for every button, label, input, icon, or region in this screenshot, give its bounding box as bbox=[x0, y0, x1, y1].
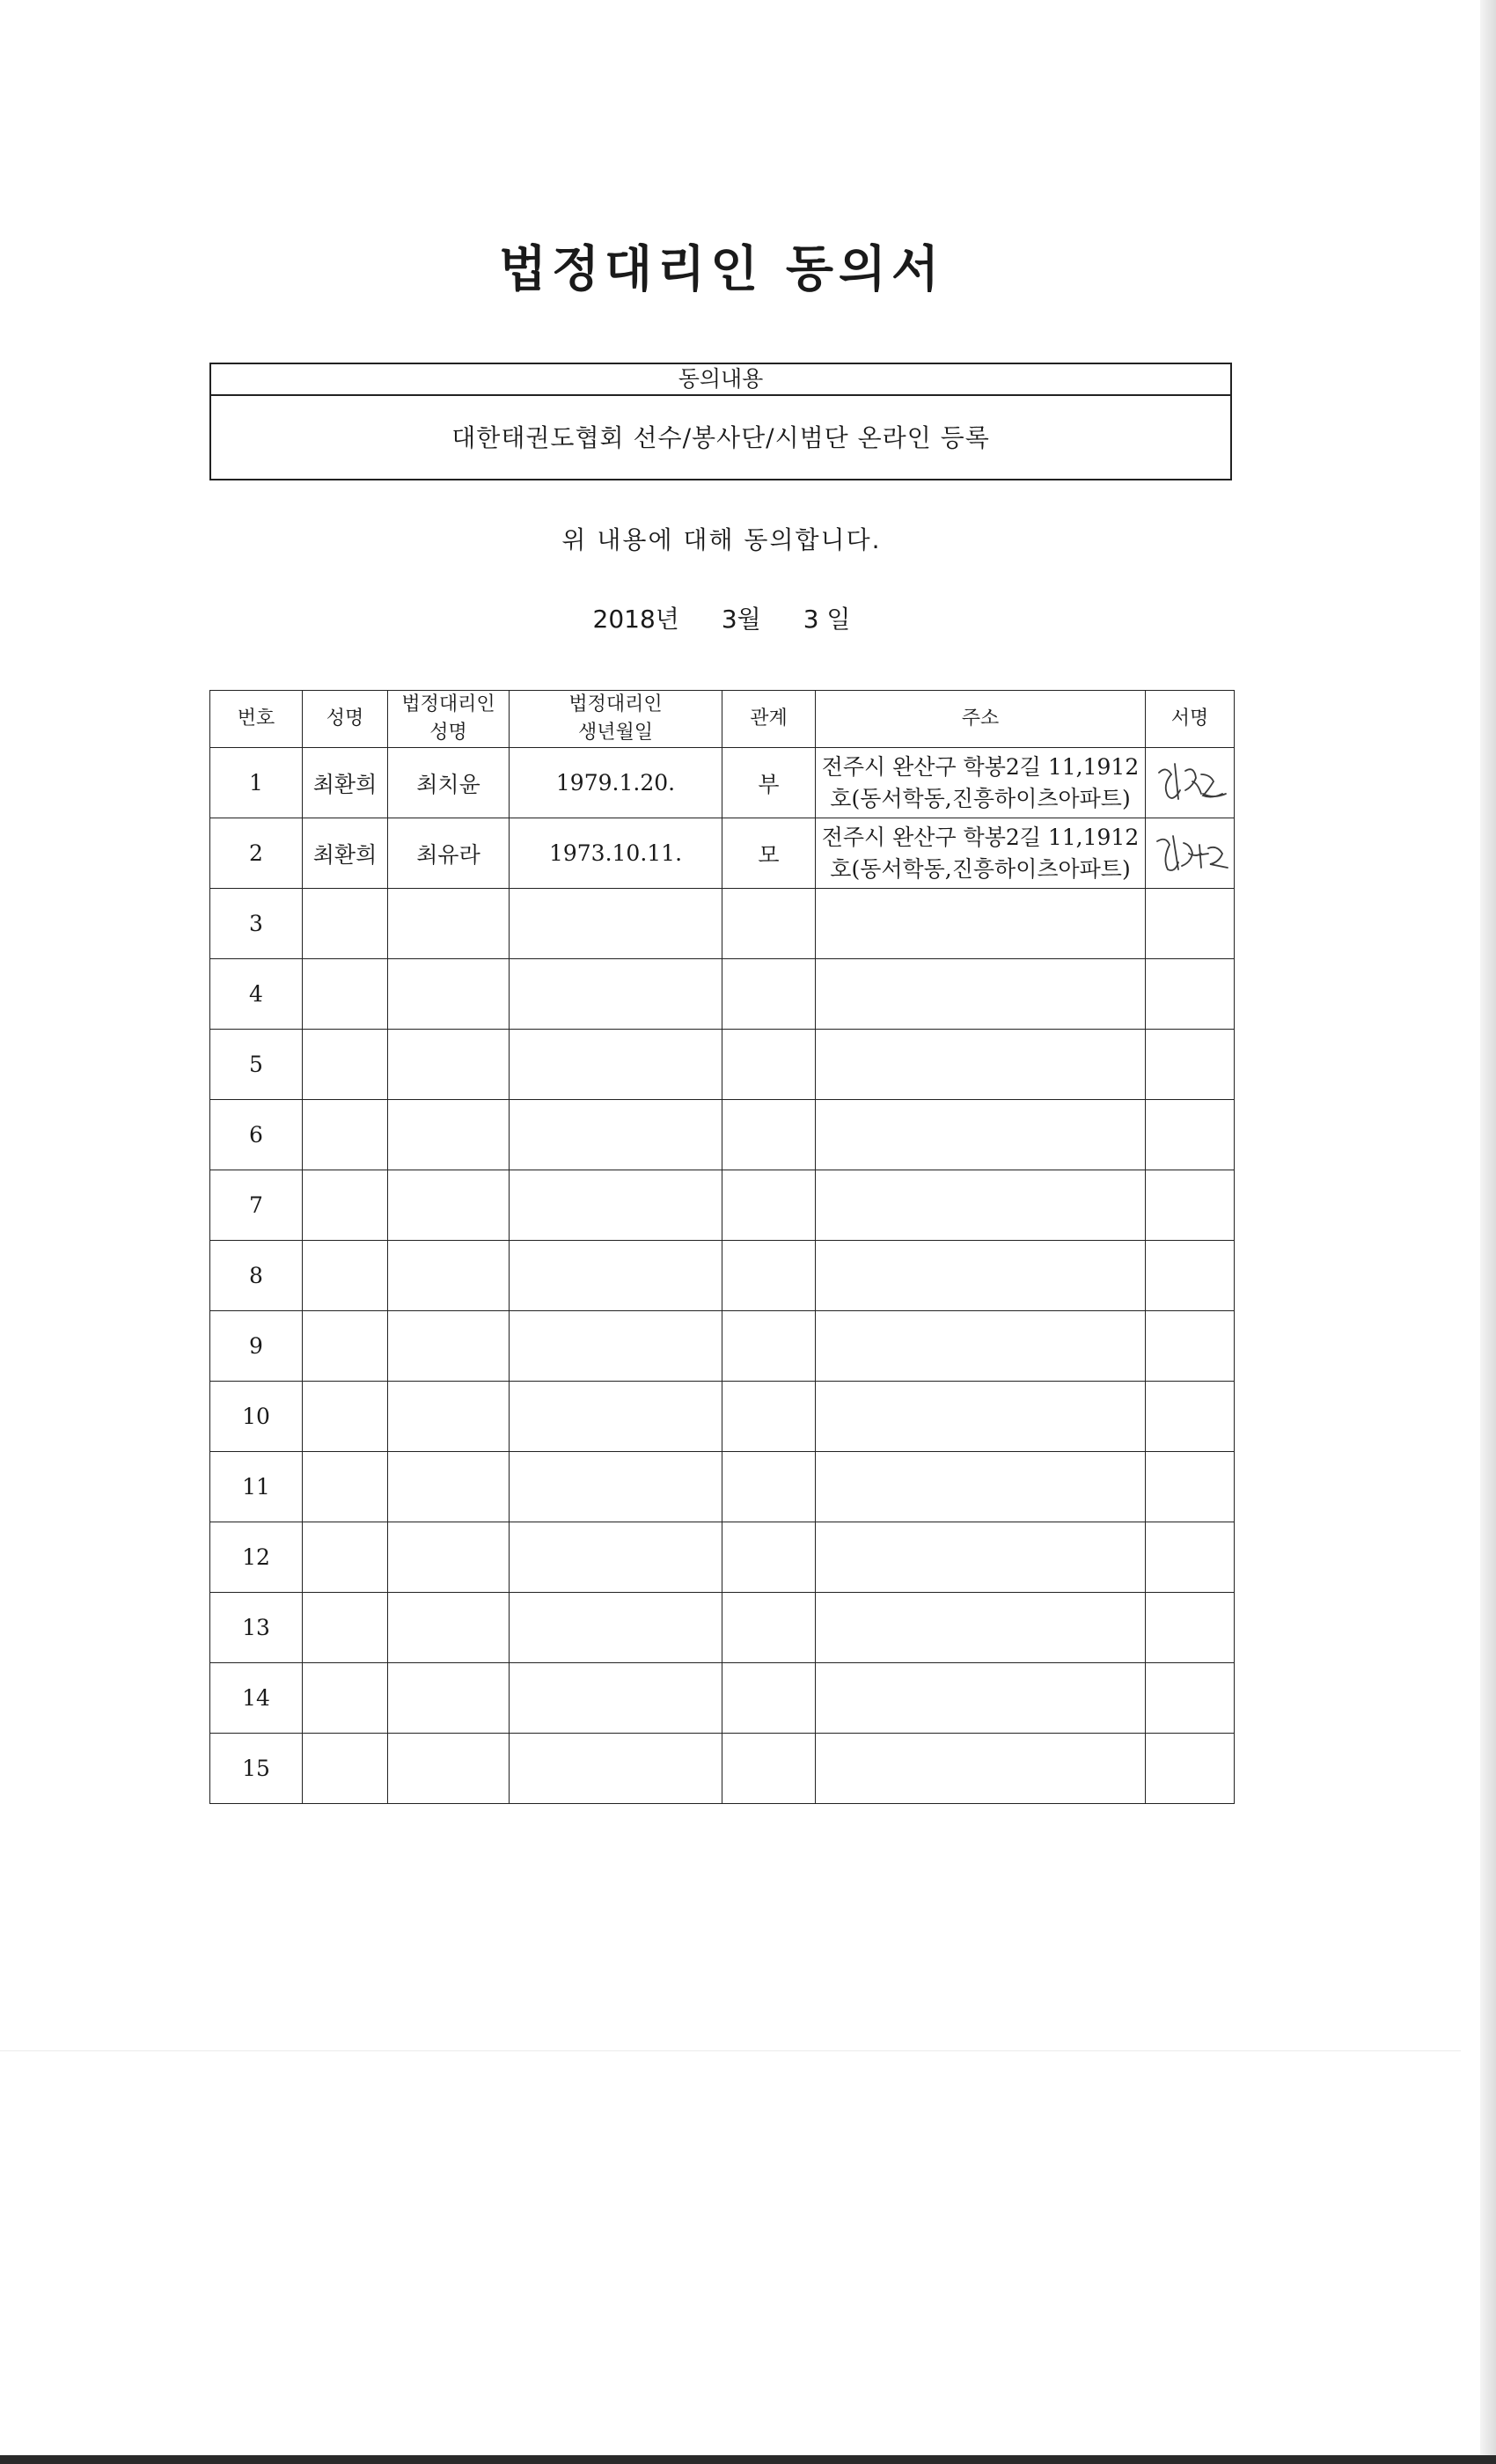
cell-guardian-name bbox=[388, 889, 510, 959]
cell-no: 10 bbox=[210, 1382, 303, 1452]
cell-guardian-birth bbox=[510, 1030, 722, 1100]
guardian-table bbox=[209, 690, 1235, 1804]
handwritten-signature bbox=[1150, 825, 1229, 882]
cell-guardian-name bbox=[388, 1382, 510, 1452]
scan-edge-bottom bbox=[0, 2455, 1496, 2464]
cell-guardian-name bbox=[388, 1663, 510, 1734]
table-row bbox=[210, 1452, 1235, 1522]
cell-relation bbox=[722, 889, 816, 959]
cell-no: 4 bbox=[210, 959, 303, 1030]
cell-guardian-birth bbox=[510, 1241, 722, 1311]
cell-name bbox=[303, 1382, 388, 1452]
table-row bbox=[210, 1663, 1235, 1734]
header-guardian-name-text: 법정대리인 성명 bbox=[401, 693, 495, 744]
header-signature: 서명 bbox=[1146, 691, 1235, 748]
table-row bbox=[210, 959, 1235, 1030]
cell-guardian-name: 최치윤 bbox=[388, 748, 510, 818]
cell-address: 전주시 완산구 학봉2길 11,1912호(동서학동,진흥하이츠아파트) bbox=[816, 748, 1146, 818]
cell-relation bbox=[722, 1382, 816, 1452]
cell-no: 5 bbox=[210, 1030, 303, 1100]
signature-cell bbox=[1146, 1100, 1235, 1170]
cell-name bbox=[303, 1663, 388, 1734]
signature-cell bbox=[1146, 1593, 1235, 1663]
signature-cell bbox=[1146, 818, 1235, 889]
cell-no: 3 bbox=[210, 889, 303, 959]
cell-guardian-birth bbox=[510, 1663, 722, 1734]
table-row bbox=[210, 1382, 1235, 1452]
header-guardian-name bbox=[388, 691, 510, 748]
cell-guardian-birth bbox=[510, 1452, 722, 1522]
cell-relation bbox=[722, 1593, 816, 1663]
cell-relation bbox=[722, 1663, 816, 1734]
cell-guardian-name bbox=[388, 1522, 510, 1593]
table-row bbox=[210, 818, 1235, 889]
date-month: 3월 bbox=[721, 605, 761, 634]
consent-content-box bbox=[209, 363, 1232, 480]
header-name: 성명 bbox=[303, 691, 388, 748]
cell-address bbox=[816, 1100, 1146, 1170]
cell-name bbox=[303, 959, 388, 1030]
cell-guardian-birth bbox=[510, 889, 722, 959]
signature-cell bbox=[1146, 1170, 1235, 1241]
cell-guardian-name bbox=[388, 1030, 510, 1100]
cell-guardian-name bbox=[388, 1734, 510, 1804]
cell-no: 12 bbox=[210, 1522, 303, 1593]
signature-cell bbox=[1146, 1311, 1235, 1382]
cell-guardian-name bbox=[388, 1311, 510, 1382]
signature-cell bbox=[1146, 889, 1235, 959]
cell-address bbox=[816, 889, 1146, 959]
cell-address bbox=[816, 1452, 1146, 1522]
signature-cell bbox=[1146, 1030, 1235, 1100]
cell-guardian-birth bbox=[510, 1522, 722, 1593]
table-row bbox=[210, 1100, 1235, 1170]
cell-guardian-birth: 1973.10.11. bbox=[510, 818, 722, 889]
cell-guardian-birth bbox=[510, 1734, 722, 1804]
cell-guardian-name bbox=[388, 1241, 510, 1311]
table-row bbox=[210, 1734, 1235, 1804]
cell-relation bbox=[722, 1311, 816, 1382]
signature-cell bbox=[1146, 1452, 1235, 1522]
cell-no: 9 bbox=[210, 1311, 303, 1382]
table-row bbox=[210, 748, 1235, 818]
cell-relation bbox=[722, 1522, 816, 1593]
cell-name bbox=[303, 1100, 388, 1170]
signature-cell bbox=[1146, 1522, 1235, 1593]
cell-guardian-name bbox=[388, 1593, 510, 1663]
table-row bbox=[210, 1593, 1235, 1663]
cell-name bbox=[303, 1522, 388, 1593]
scan-edge-shadow bbox=[1480, 0, 1496, 2464]
cell-name bbox=[303, 1734, 388, 1804]
cell-relation bbox=[722, 1170, 816, 1241]
cell-no: 8 bbox=[210, 1241, 303, 1311]
cell-address bbox=[816, 1241, 1146, 1311]
cell-guardian-name bbox=[388, 1100, 510, 1170]
cell-guardian-birth bbox=[510, 1382, 722, 1452]
signing-date bbox=[0, 600, 1443, 635]
cell-no: 15 bbox=[210, 1734, 303, 1804]
table-row bbox=[210, 1522, 1235, 1593]
cell-no: 14 bbox=[210, 1663, 303, 1734]
cell-guardian-name: 최유라 bbox=[388, 818, 510, 889]
table-row bbox=[210, 1170, 1235, 1241]
cell-name bbox=[303, 1311, 388, 1382]
cell-guardian-birth bbox=[510, 959, 722, 1030]
cell-name bbox=[303, 889, 388, 959]
header-address: 주소 bbox=[816, 691, 1146, 748]
cell-address: 전주시 완산구 학봉2길 11,1912호(동서학동,진흥하이츠아파트) bbox=[816, 818, 1146, 889]
document-title: 법정대리인 동의서 bbox=[498, 240, 945, 298]
cell-address bbox=[816, 1382, 1146, 1452]
cell-relation: 부 bbox=[722, 748, 816, 818]
table-header-row bbox=[210, 691, 1235, 748]
cell-guardian-birth bbox=[510, 1100, 722, 1170]
signature-cell bbox=[1146, 1734, 1235, 1804]
cell-address bbox=[816, 959, 1146, 1030]
cell-no: 7 bbox=[210, 1170, 303, 1241]
signature-cell bbox=[1146, 1382, 1235, 1452]
header-relation: 관계 bbox=[722, 691, 816, 748]
signature-cell bbox=[1146, 1663, 1235, 1734]
cell-address bbox=[816, 1170, 1146, 1241]
cell-no: 13 bbox=[210, 1593, 303, 1663]
cell-address bbox=[816, 1593, 1146, 1663]
header-no: 번호 bbox=[210, 691, 303, 748]
cell-guardian-birth bbox=[510, 1170, 722, 1241]
cell-no: 1 bbox=[210, 748, 303, 818]
signature-cell bbox=[1146, 1241, 1235, 1311]
agreement-statement: 위 내용에 대해 동의합니다. bbox=[561, 525, 882, 554]
cell-relation: 모 bbox=[722, 818, 816, 889]
cell-name bbox=[303, 1170, 388, 1241]
cell-no: 6 bbox=[210, 1100, 303, 1170]
table-row bbox=[210, 1030, 1235, 1100]
scan-artifact-line bbox=[0, 2050, 1461, 2051]
cell-relation bbox=[722, 1030, 816, 1100]
cell-guardian-birth: 1979.1.20. bbox=[510, 748, 722, 818]
cell-relation bbox=[722, 1452, 816, 1522]
cell-address bbox=[816, 1311, 1146, 1382]
cell-name: 최환희 bbox=[303, 818, 388, 889]
cell-guardian-name bbox=[388, 959, 510, 1030]
table-row bbox=[210, 889, 1235, 959]
cell-address bbox=[816, 1734, 1146, 1804]
cell-address bbox=[816, 1663, 1146, 1734]
cell-name bbox=[303, 1030, 388, 1100]
cell-guardian-birth bbox=[510, 1311, 722, 1382]
signature-cell bbox=[1146, 748, 1235, 818]
signature-cell bbox=[1146, 959, 1235, 1030]
cell-no: 11 bbox=[210, 1452, 303, 1522]
consent-body: 대한태권도협회 선수/봉사단/시범단 온라인 등록 bbox=[451, 423, 990, 452]
table-row bbox=[210, 1241, 1235, 1311]
cell-no: 2 bbox=[210, 818, 303, 889]
date-day: 3 일 bbox=[803, 605, 851, 634]
cell-guardian-name bbox=[388, 1452, 510, 1522]
cell-name bbox=[303, 1241, 388, 1311]
handwritten-signature bbox=[1150, 755, 1229, 811]
cell-guardian-birth bbox=[510, 1593, 722, 1663]
table-row bbox=[210, 1311, 1235, 1382]
date-year: 2018년 bbox=[592, 605, 679, 634]
cell-address bbox=[816, 1522, 1146, 1593]
cell-name: 최환희 bbox=[303, 748, 388, 818]
cell-relation bbox=[722, 1241, 816, 1311]
consent-header: 동의내용 bbox=[211, 364, 1230, 396]
cell-relation bbox=[722, 1734, 816, 1804]
cell-relation bbox=[722, 1100, 816, 1170]
cell-name bbox=[303, 1452, 388, 1522]
cell-name bbox=[303, 1593, 388, 1663]
header-guardian-birth-text: 법정대리인 생년월일 bbox=[568, 693, 663, 744]
header-guardian-birth bbox=[510, 691, 722, 748]
cell-guardian-name bbox=[388, 1170, 510, 1241]
cell-relation bbox=[722, 959, 816, 1030]
cell-address bbox=[816, 1030, 1146, 1100]
